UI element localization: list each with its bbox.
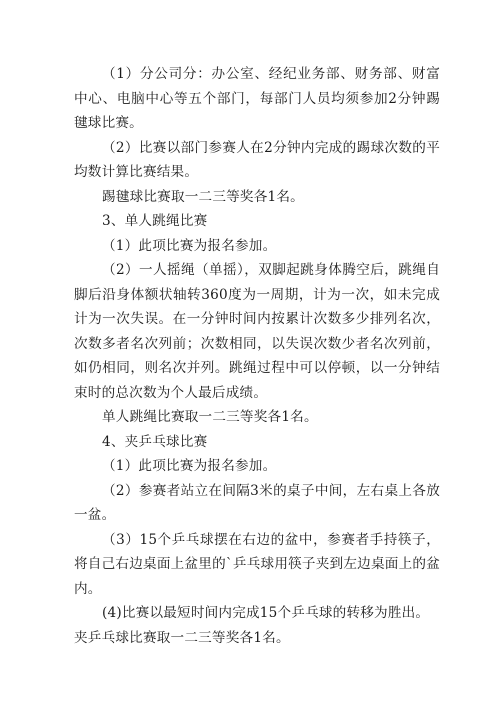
document-body [74, 62, 440, 650]
paragraph-shuttlecock-prizes: 踢毽球比赛取一二三等奖各1名。 [102, 188, 304, 205]
section-heading-ping-pong-clip: 4、夹乒乓球比赛 [102, 433, 208, 450]
section-heading-rope-skipping: 3、单人跳绳比赛 [102, 213, 208, 229]
paragraph-rope-prizes: 单人跳绳比赛取一二三等奖各1名。 [102, 409, 318, 425]
paragraph-clip-prizes: 夹乒乓球比赛取一二三等奖各1名。 [74, 629, 290, 646]
paragraph-clip-procedure: （3）15个乒乓球摆在右边的盆中，参赛者手持筷子，将自己右边桌面上盆里的`乒乓球用筷子夹到左边桌面上的盆内。 [74, 531, 440, 597]
paragraph-rope-signup: （1）此项比赛为报名参加。 [102, 237, 277, 254]
paragraph-rope-rules: （2）一人摇绳（单摇），双脚起跳身体腾空后，跳绳自脚后沿身体额状轴转360度为一周期，计为一次，如未完成计为一次失误。在一分钟时间内按累计次数多少排列名次，次数多者名次列前；次数相同，以失误次数少者名次列前，如仍相同，则名次并列。跳绳过程中可以停顿，以一分钟结束时的总次数为个人最后成绩。 [74, 262, 440, 401]
paragraph-scoring-method: （2）比赛以部门参赛人在2分钟内完成的踢球次数的平均数计算比赛结果。 [74, 139, 440, 180]
paragraph-clip-signup: （1）此项比赛为报名参加。 [102, 458, 277, 474]
paragraph-clip-setup: （2）参赛者站立在间隔3米的桌子中间，左右桌上各放一盆。 [74, 482, 440, 523]
paragraph-office-departments: （1）分公司分：办公室、经纪业务部、财务部、财富中心、电脑中心等五个部门，每部门人员均须参加2分钟踢毽球比赛。 [74, 66, 440, 131]
paragraph-clip-winning: (4)比赛以最短时间内完成15个乒乓球的转移为胜出。 [102, 605, 430, 621]
